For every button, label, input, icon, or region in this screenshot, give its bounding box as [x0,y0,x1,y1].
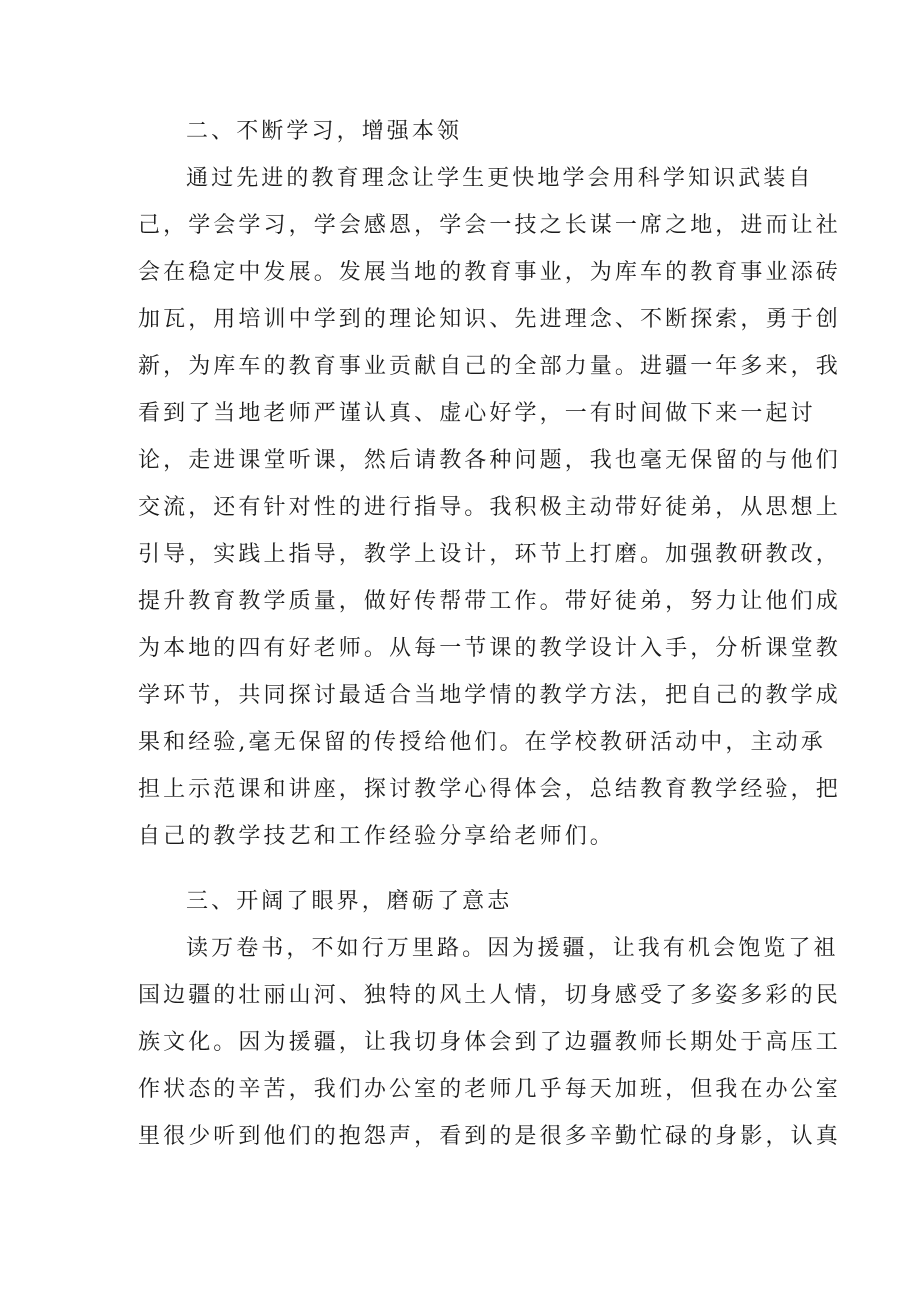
section-two [138,108,841,860]
paragraph-line: 族文化。因为援疆，让我切身体会到了边疆教师长期处于高压工 [138,1030,841,1055]
paragraph-line: 作状态的辛苦，我们办公室的老师几乎每天加班，但我在办公室 [138,1077,841,1102]
paragraph-line: 担上示范课和讲座，探讨教学心得体会，总结教育教学经验，把 [138,777,841,802]
section-heading: 三、开阔了眼界，磨砺了意志 [186,889,513,914]
paragraph-line: 果和经验,毫无保留的传授给他们。在学校教研活动中，主动承 [138,730,826,755]
paragraph-line: 提升教育教学质量，做好传帮带工作。带好徒弟，努力让他们成 [138,589,841,614]
paragraph-line: 新，为库车的教育事业贡献自己的全部力量。进疆一年多来，我 [138,354,841,379]
section-three [138,878,841,1160]
paragraph-line: 为本地的四有好老师。从每一节课的教学设计入手，分析课堂教 [138,636,841,661]
paragraph-line: 论，走进课堂听课，然后请教各种问题，我也毫无保留的与他们 [138,448,841,473]
paragraph-line: 看到了当地老师严谨认真、虚心好学，一有时间做下来一起讨 [138,401,816,426]
paragraph-line: 交流，还有针对性的进行指导。我积极主动带好徒弟，从思想上 [138,495,841,520]
paragraph-line: 自己的教学技艺和工作经验分享给老师们。 [138,824,615,849]
paragraph-line: 读万卷书，不如行万里路。因为援疆，让我有机会饱览了祖 [186,936,839,961]
section-heading: 二、不断学习，增强本领 [186,119,463,144]
paragraph-line: 会在稳定中发展。发展当地的教育事业，为库车的教育事业添砖 [138,260,841,285]
paragraph-line: 己，学会学习，学会感恩，学会一技之长谋一席之地，进而让社 [138,213,841,238]
paragraph-line: 国边疆的壮丽山河、独特的风土人情，切身感受了多姿多彩的民 [138,983,841,1008]
paragraph-line: 引导，实践上指导，教学上设计，环节上打磨。加强教研教改， [138,542,841,567]
paragraph-line: 加瓦，用培训中学到的理论知识、先进理念、不断探索，勇于创 [138,307,841,332]
paragraph-line: 里很少听到他们的抱怨声，看到的是很多辛勤忙碌的身影，认真 [138,1124,841,1149]
paragraph-line: 学环节，共同探讨最适合当地学情的教学方法，把自己的教学成 [138,683,841,708]
paragraph-line: 通过先进的教育理念让学生更快地学会用科学知识武装自 [186,166,814,191]
